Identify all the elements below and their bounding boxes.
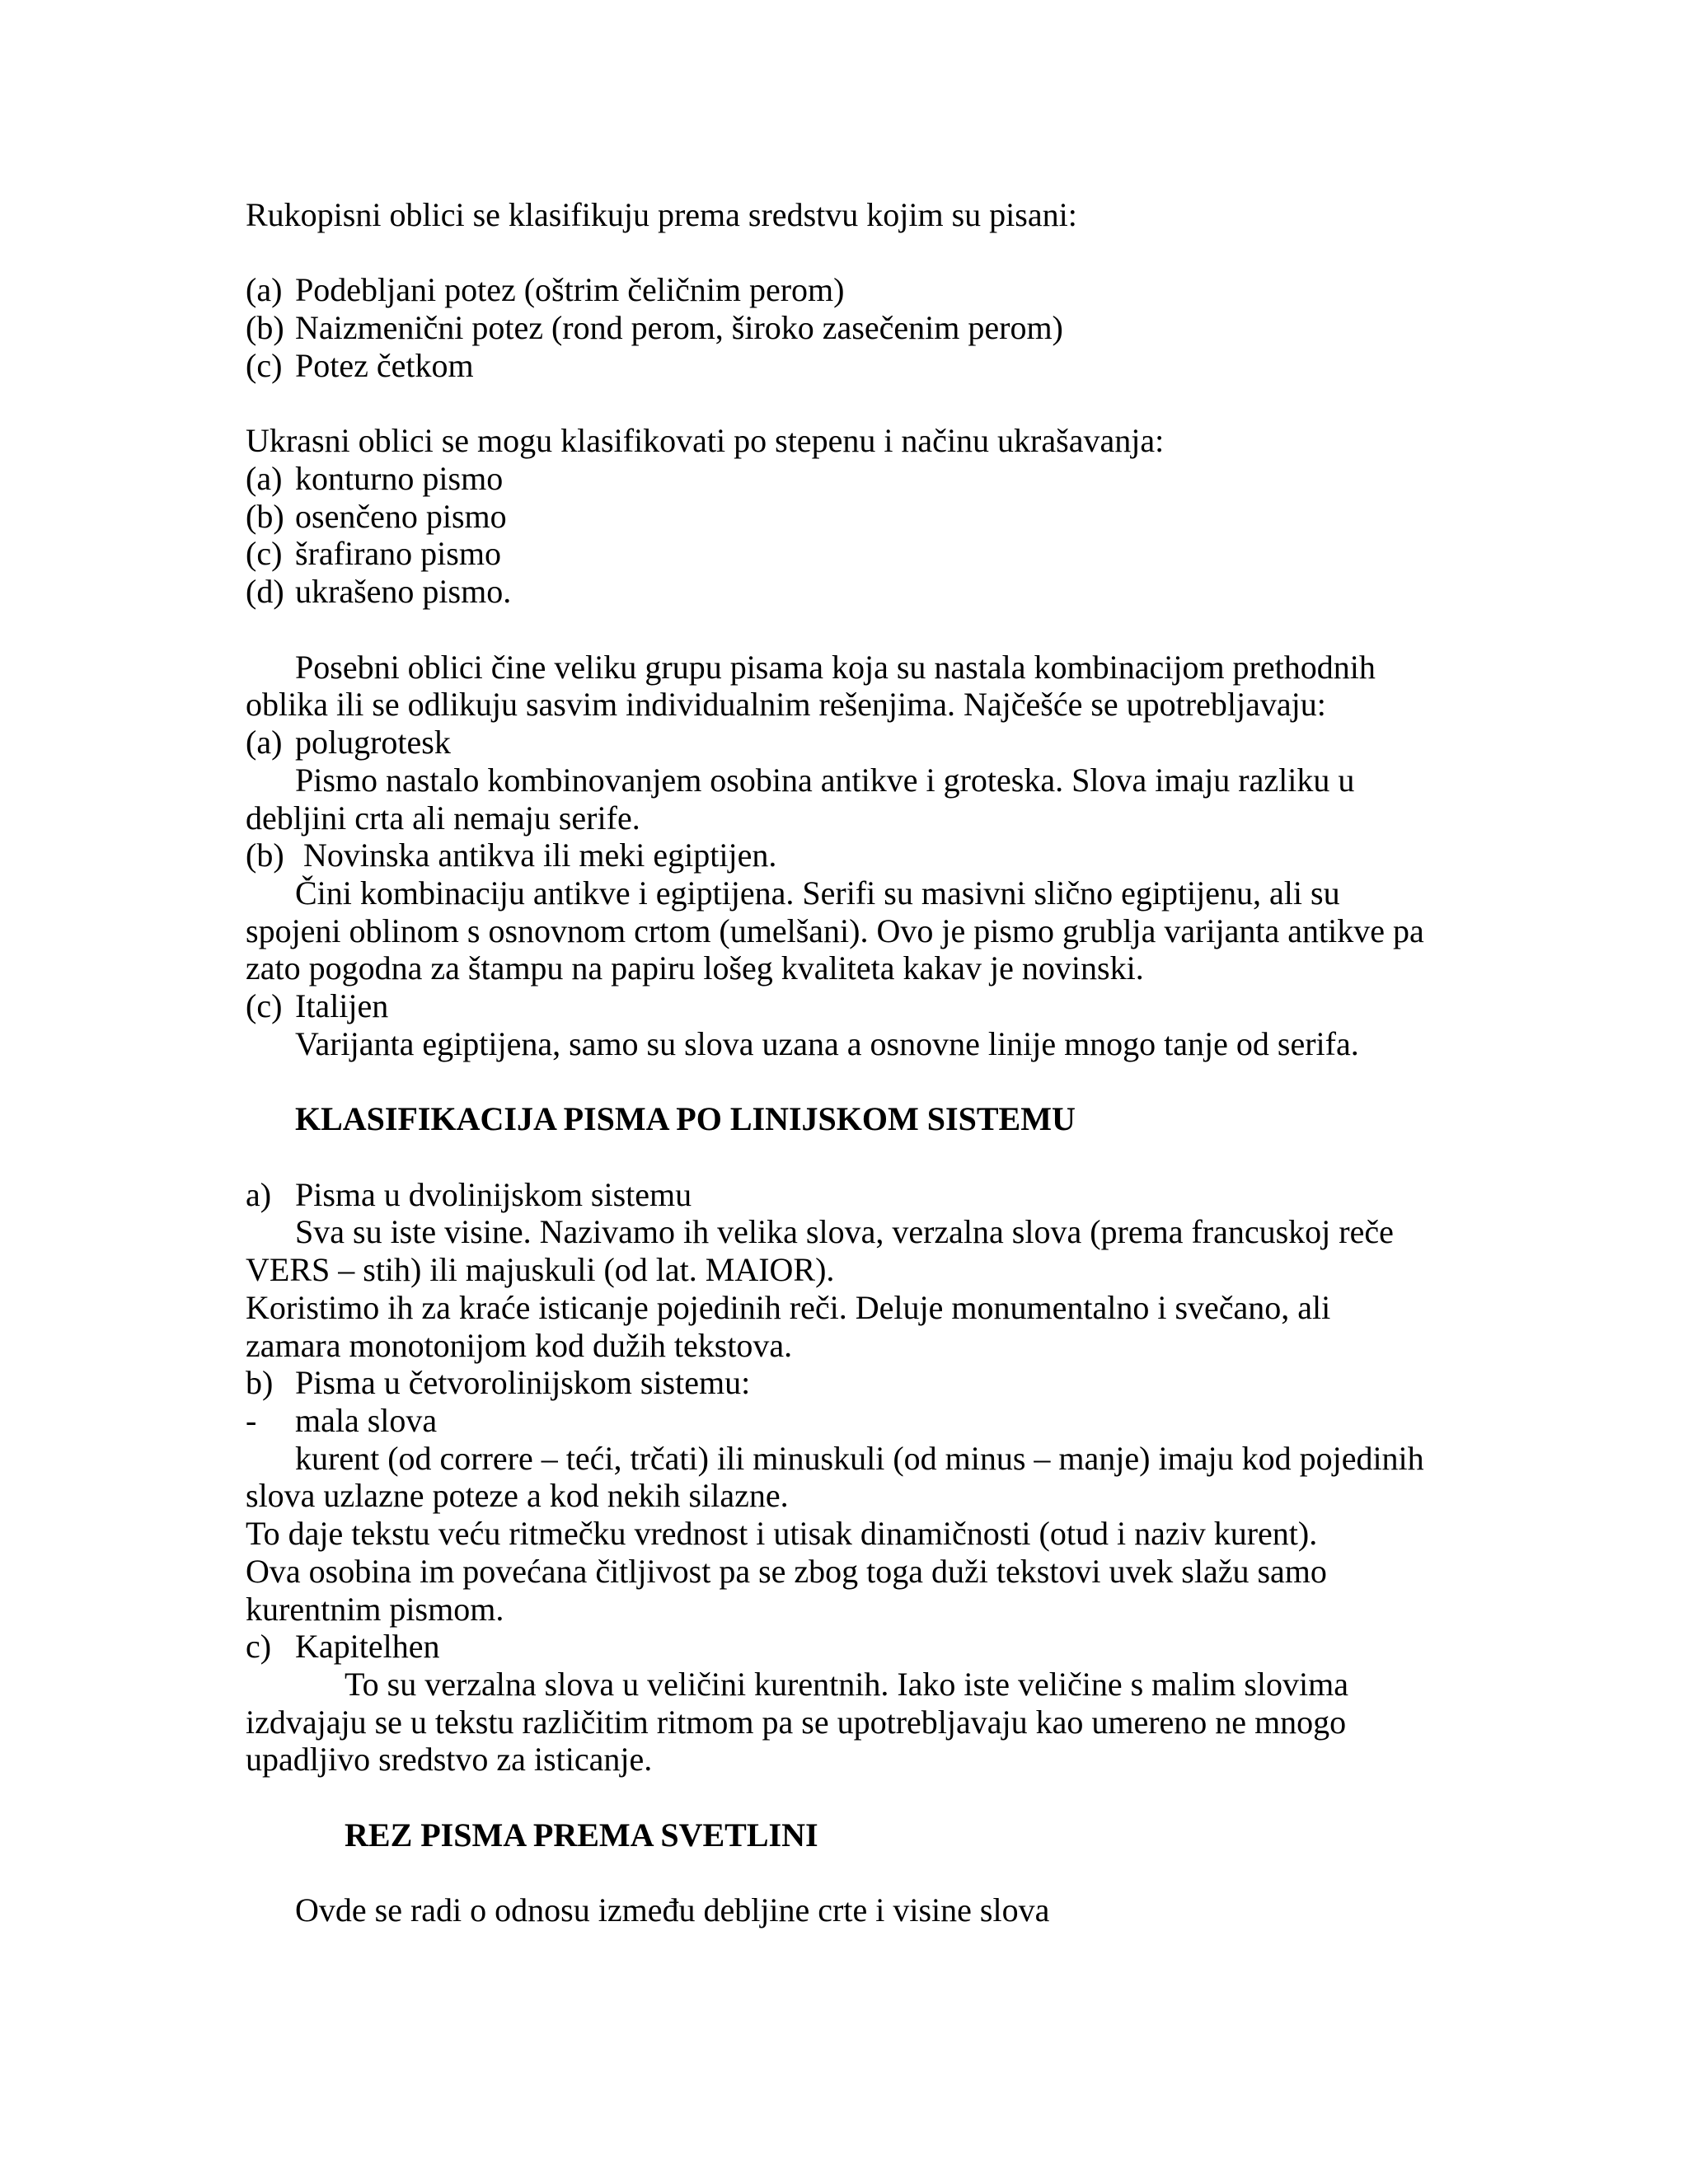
list-label: (a)	[246, 271, 283, 309]
paragraph-line: Rukopisni oblici se klasifikuju prema sredstvu kojim su pisani:	[246, 196, 1077, 233]
paragraph-line: VERS – stih) ili majuskuli (od lat. MAIOR).	[246, 1251, 835, 1289]
list-text: polugrotesk	[295, 724, 451, 762]
paragraph-line: Pismo nastalo kombinovanjem osobina antikve i groteska. Slova imaju razliku u	[295, 761, 1355, 799]
section-heading: REZ PISMA PREMA SVETLINI	[345, 1816, 818, 1854]
list-label: (a)	[246, 460, 283, 498]
page-content	[246, 196, 1424, 1929]
list-label: (c)	[246, 535, 283, 573]
list-item	[246, 724, 1424, 762]
list-item	[246, 271, 1424, 309]
list-item	[246, 1176, 1424, 1214]
paragraph-line: kurent (od correre – teći, trčati) ili minuskuli (od minus – manje) imaju kod pojedinih	[295, 1439, 1424, 1477]
list-text: Podebljani potez (oštrim čeličnim perom)	[295, 271, 845, 309]
section-heading: KLASIFIKACIJA PISMA PO LINIJSKOM SISTEMU	[295, 1100, 1076, 1138]
list-text: Kapitelhen	[295, 1628, 440, 1666]
blank-line	[246, 1138, 1424, 1176]
paragraph-line: To daje tekstu veću ritmečku vrednost i utisak dinamičnosti (otud i naziv kurent).	[246, 1515, 1318, 1553]
list-text: Pisma u četvorolinijskom sistemu:	[295, 1364, 751, 1402]
list-item	[246, 347, 1424, 385]
list-text: Pisma u dvolinijskom sistemu	[295, 1175, 692, 1213]
list-label: (b)	[246, 309, 284, 347]
list-label: -	[246, 1402, 257, 1439]
list-item	[246, 987, 1424, 1025]
list-text: Italijen	[295, 987, 389, 1025]
list-text: osenčeno pismo	[295, 497, 507, 535]
list-item	[246, 498, 1424, 536]
list-item	[246, 309, 1424, 347]
list-label: b)	[246, 1364, 274, 1402]
blank-line	[246, 385, 1424, 423]
list-text: Naizmenični potez (rond perom, široko zasečenim perom)	[295, 309, 1063, 347]
list-item	[246, 1402, 1424, 1440]
paragraph-line: oblika ili se odlikuju sasvim individualnim rešenjima. Najčešće se upotrebljavaju:	[246, 686, 1326, 724]
paragraph-line: Ukrasni oblici se mogu klasifikovati po stepenu i načinu ukrašavanja:	[246, 422, 1165, 460]
paragraph-line: kurentnim pismom.	[246, 1590, 504, 1628]
blank-line	[246, 1063, 1424, 1101]
list-text: ukrašeno pismo.	[295, 573, 512, 611]
paragraph-line: To su verzalna slova u veličini kurentnih. Iako iste veličine s malim slovima	[345, 1666, 1349, 1704]
list-item	[246, 1364, 1424, 1402]
blank-line	[246, 611, 1424, 649]
paragraph-line: spojeni oblinom s osnovnom crtom (umelšani). Ovo je pismo grublja varijanta antikve pa	[246, 912, 1424, 949]
list-item	[246, 535, 1424, 573]
list-text: konturno pismo	[295, 460, 504, 498]
paragraph-line: Ova osobina im povećana čitljivost pa se zbog toga duži tekstovi uvek slažu samo	[246, 1552, 1327, 1590]
paragraph-line: izdvajaju se u tekstu različitim ritmom pa se upotrebljavaju kao umereno ne mnogo	[246, 1703, 1347, 1741]
paragraph-line: upadljivo sredstvo za isticanje.	[246, 1741, 653, 1779]
list-label: (c)	[246, 987, 283, 1025]
paragraph-line: Varijanta egiptijena, samo su slova uzana a osnovne linije mnogo tanje od serifa.	[295, 1024, 1359, 1062]
list-label: a)	[246, 1175, 272, 1213]
list-item	[246, 573, 1424, 611]
list-label: (b)	[246, 497, 284, 535]
blank-line	[246, 234, 1424, 272]
list-text: Potez četkom	[295, 346, 474, 384]
paragraph-line: Čini kombinaciju antikve i egiptijena. Serifi su masivni slično egiptijenu, ali su	[295, 874, 1340, 912]
paragraph-line: Ovde se radi o odnosu između debljine crte i visine slova	[295, 1891, 1050, 1929]
paragraph-line: Koristimo ih za kraće isticanje pojedinih reči. Deluje monumentalno i svečano, ali	[246, 1288, 1331, 1326]
list-item	[246, 837, 1424, 874]
list-label: (a)	[246, 724, 283, 762]
list-item	[246, 1628, 1424, 1666]
list-label: (b)	[246, 837, 284, 874]
list-text: Novinska antikva ili meki egiptijen.	[303, 837, 777, 874]
paragraph-line: zamara monotonijom kod dužih tekstova.	[246, 1326, 793, 1364]
paragraph-line: slova uzlazne poteze a kod nekih silazne.	[246, 1477, 789, 1515]
paragraph-line: debljini crta ali nemaju serife.	[246, 799, 640, 837]
paragraph-line: Sva su iste visine. Nazivamo ih velika slova, verzalna slova (prema francuskoj reče	[295, 1213, 1394, 1251]
list-label: (c)	[246, 346, 283, 384]
list-text: mala slova	[295, 1402, 438, 1439]
list-label: c)	[246, 1628, 272, 1666]
list-text: šrafirano pismo	[295, 535, 501, 573]
list-item	[246, 460, 1424, 498]
blank-line	[246, 1779, 1424, 1816]
blank-line	[246, 1854, 1424, 1892]
paragraph-line: zato pogodna za štampu na papiru lošeg kvaliteta kakav je novinski.	[246, 949, 1144, 987]
paragraph-line: Posebni oblici čine veliku grupu pisama koja su nastala kombinacijom prethodnih	[295, 648, 1376, 686]
list-label: (d)	[246, 573, 284, 611]
